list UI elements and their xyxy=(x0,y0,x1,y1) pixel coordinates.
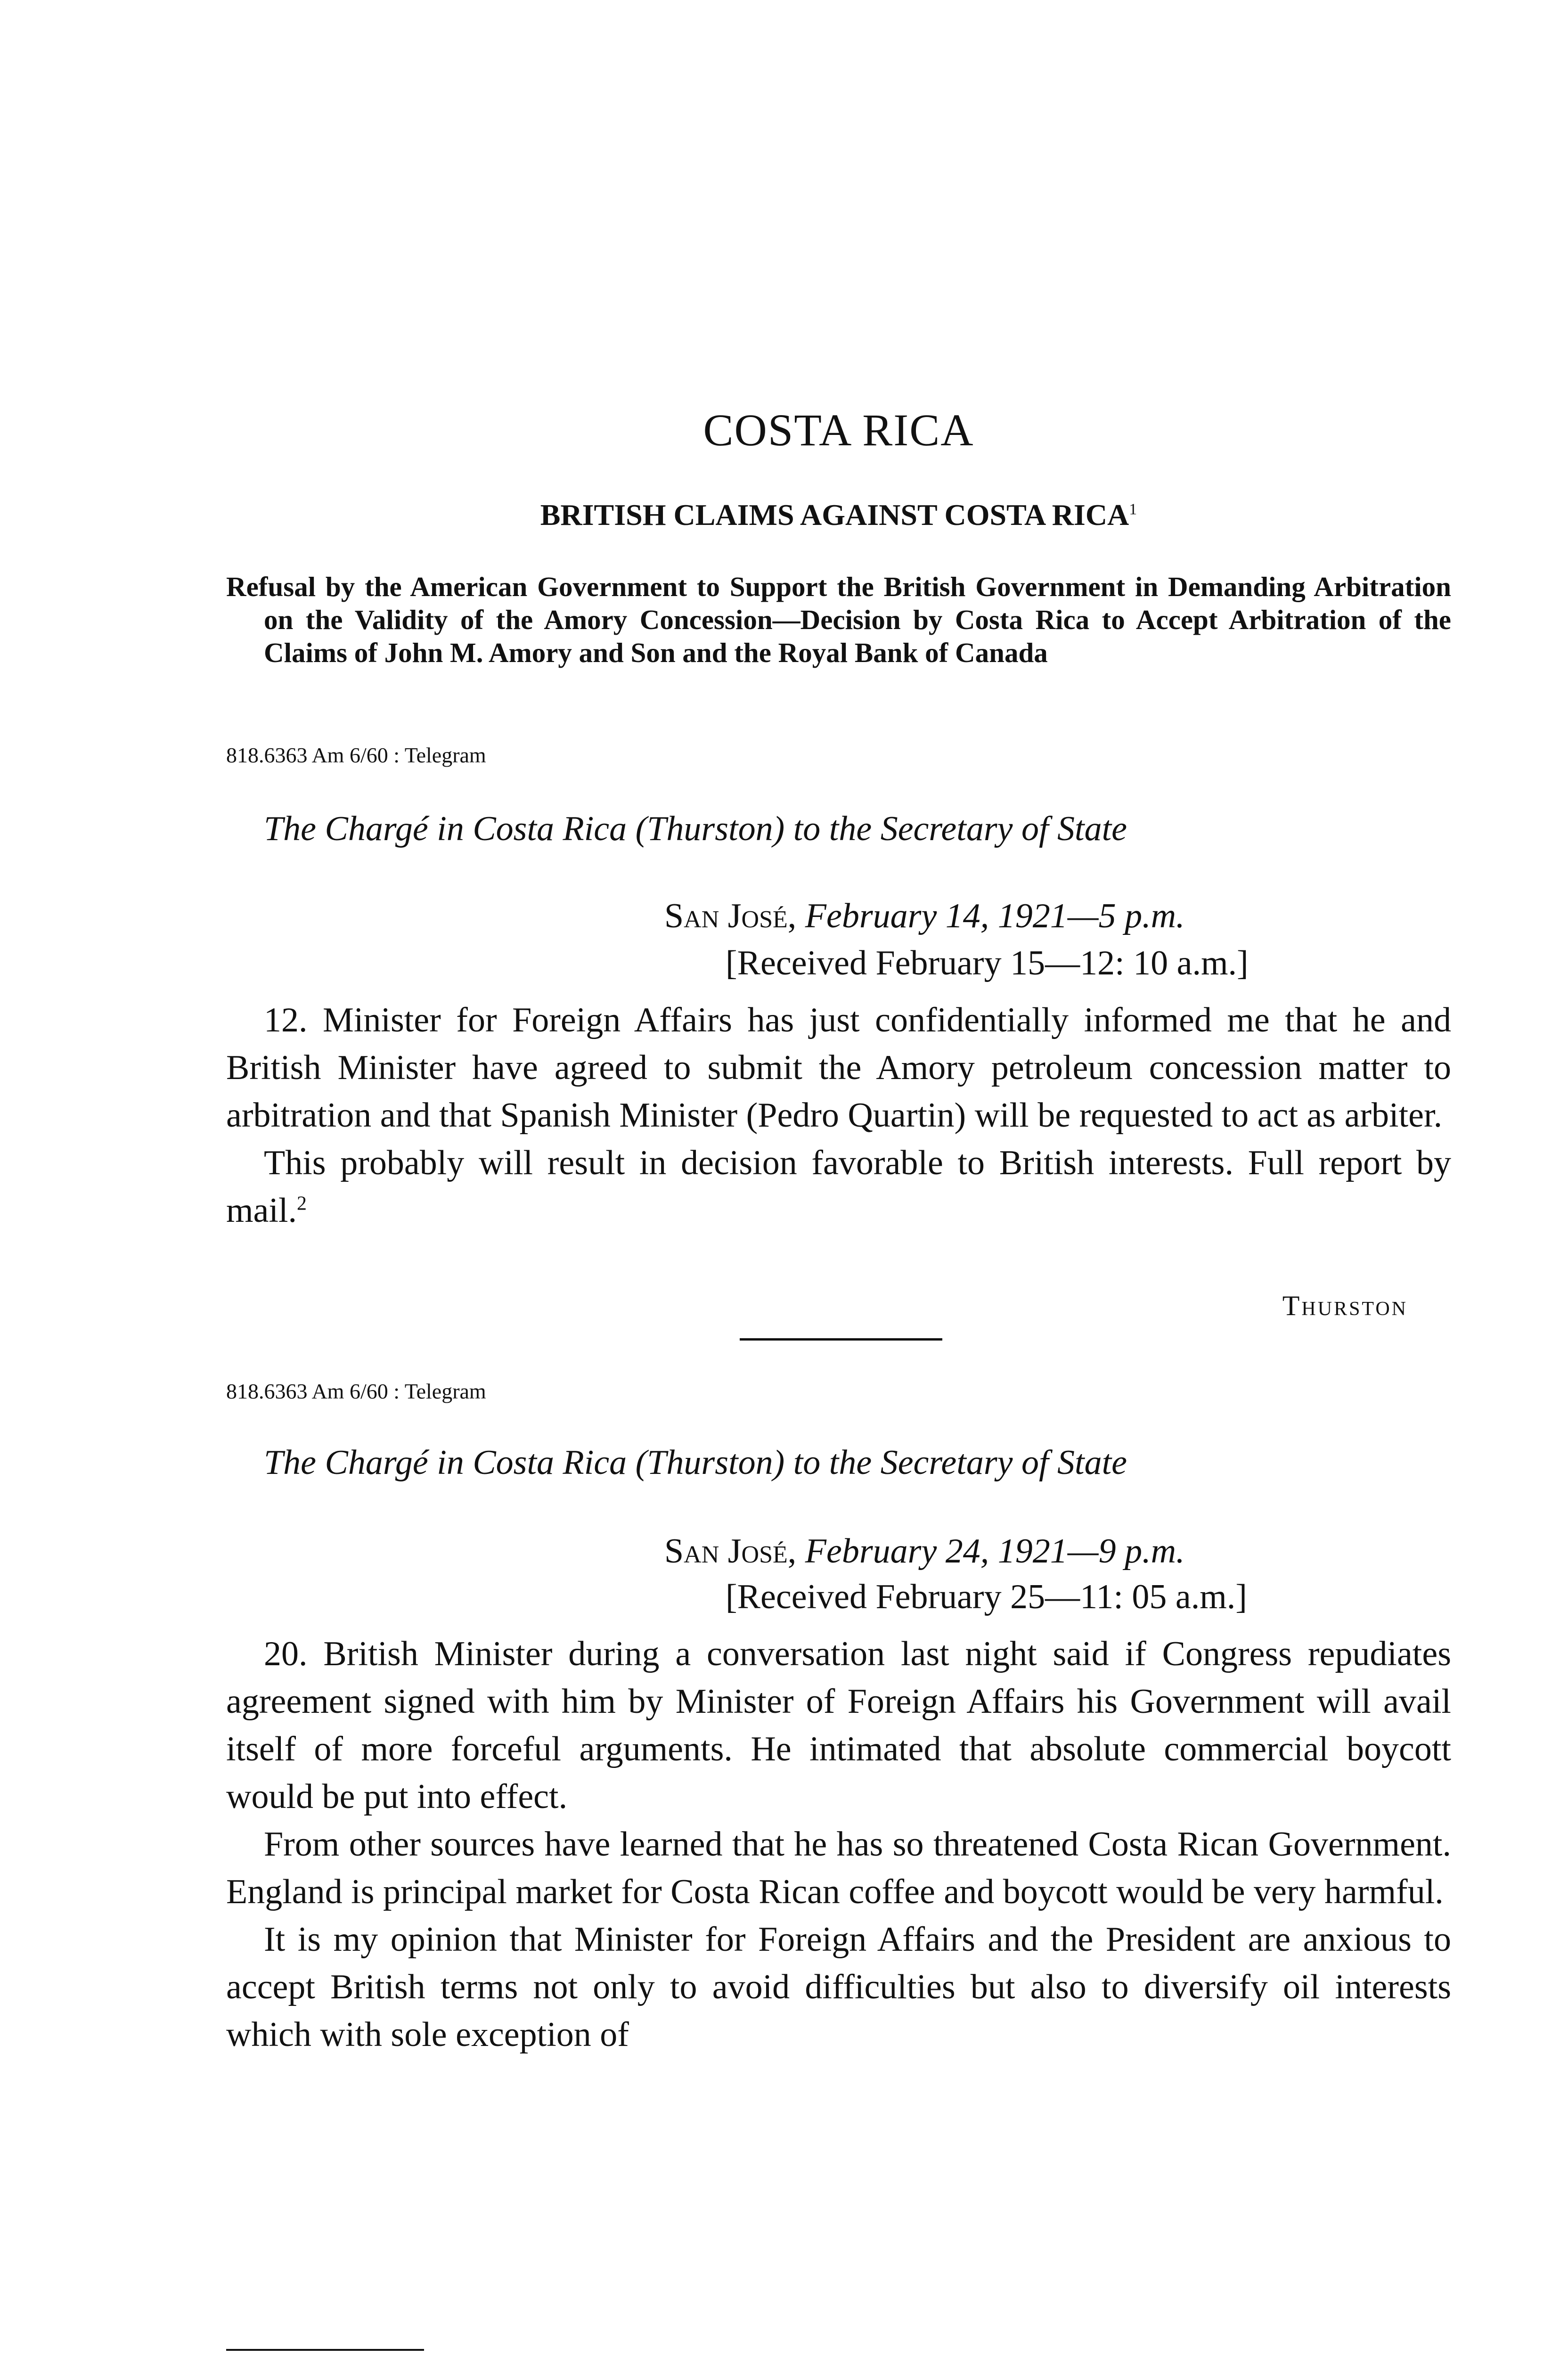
paragraph: 20. British Minister during a conversation last night said if Congress repudiates agreement signed with him by Minister of Foreign Affairs his Government will avail itself of more forceful arguments. He intimated that absolute commercial boycott would be put into effect. xyxy=(226,1635,1451,1816)
telegram-body xyxy=(226,997,1451,1235)
section-footnote-mark: 1 xyxy=(1129,500,1137,518)
paragraph: It is my opinion that Minister for Foreign Affairs and the President are anxious to accept British terms not only to avoid difficulties but also to diversify oil interests which with sole exception of xyxy=(226,1920,1451,2054)
document-title: The Chargé in Costa Rica (Thurston) to the Secretary of State xyxy=(264,1443,1127,1482)
divider xyxy=(740,1338,942,1341)
section-heading xyxy=(226,497,1451,533)
signature: Thurston xyxy=(1282,1290,1408,1321)
section-summary: Refusal by the American Government to Support the British Government in Demanding Arbitration on the Validity of the Amory Concession—Decision by Costa Rica to Accept Arbitration of the Claims of John M. Amory and Son and the Royal Bank of Canada xyxy=(226,571,1451,668)
footnote-mark: 2 xyxy=(297,1193,307,1215)
country-heading: COSTA RICA xyxy=(703,405,974,455)
dateline-place: San José, xyxy=(664,897,797,935)
section-title: BRITISH CLAIMS AGAINST COSTA RICA xyxy=(540,498,1129,532)
dateline-date: February 24, 1921—9 p.m. xyxy=(805,1532,1185,1571)
dateline-place: San José, xyxy=(664,1532,797,1571)
received-line: [Received February 15—12: 10 a.m.] xyxy=(726,944,1249,982)
file-reference: 818.6363 Am 6/60 : Telegram xyxy=(226,1379,486,1403)
file-reference: 818.6363 Am 6/60 : Telegram xyxy=(226,743,486,767)
received-line: [Received February 25—11: 05 a.m.] xyxy=(726,1578,1247,1616)
paragraph: From other sources have learned that he has so threatened Costa Rican Government. England is principal market for Costa Rican coffee and boycott would be very harmful. xyxy=(226,1825,1451,1911)
paragraph xyxy=(226,1139,1451,1235)
dateline xyxy=(664,895,1185,937)
document-title: The Chargé in Costa Rica (Thurston) to the Secretary of State xyxy=(264,810,1127,848)
paragraph-text: This probably will result in decision favorable to British interests. Full report by mail. xyxy=(226,1144,1451,1230)
paragraph: 12. Minister for Foreign Affairs has just confidentially informed me that he and British Minister have agreed to submit the Amory petroleum concession matter to arbitration and that Spanish Minister (Pedro Quartin) will be requested to act as arbiter. xyxy=(226,1001,1451,1135)
dateline xyxy=(664,1530,1185,1572)
telegram-body xyxy=(226,1630,1451,2059)
footnote-divider xyxy=(226,2349,424,2351)
dateline-date: February 14, 1921—5 p.m. xyxy=(805,897,1185,935)
